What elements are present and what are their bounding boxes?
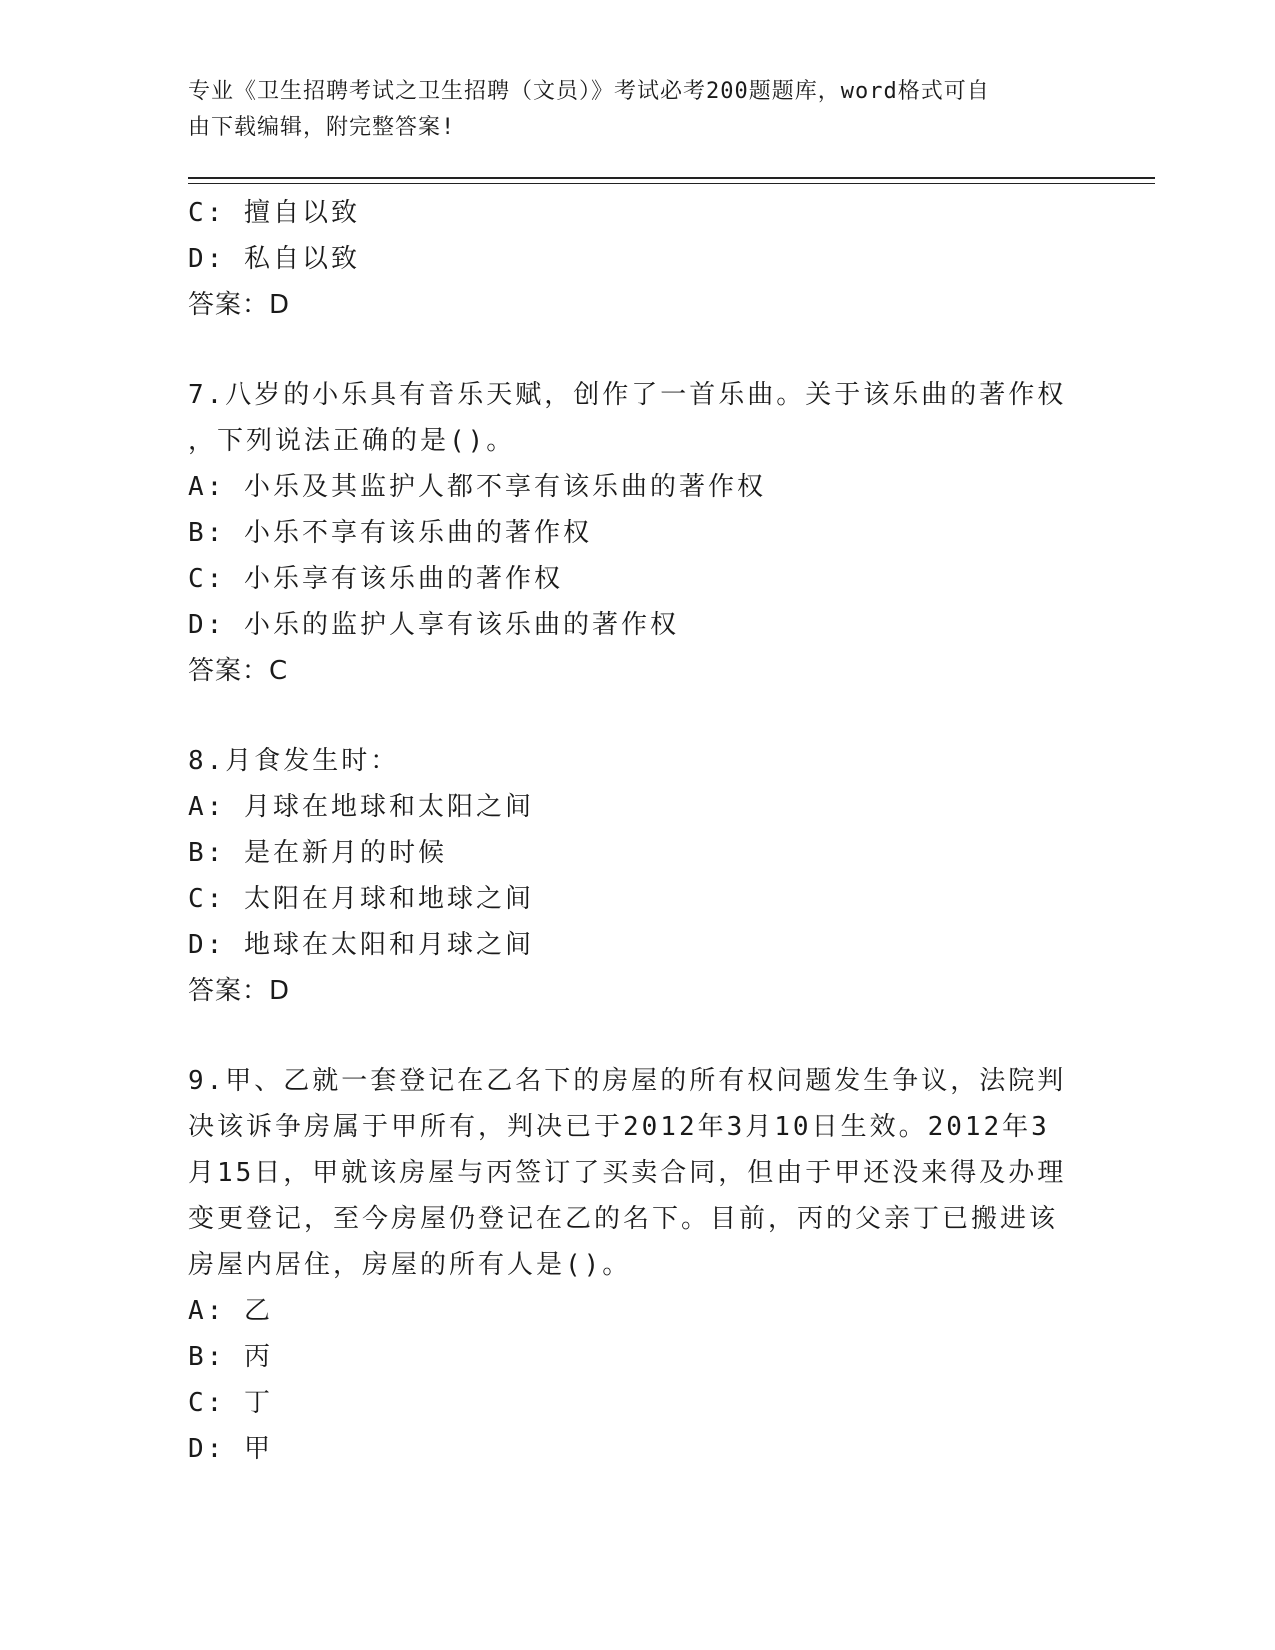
question-8 xyxy=(188,738,1088,1014)
document-content xyxy=(188,190,1088,1472)
option-c: C: 擅自以致 xyxy=(188,198,360,228)
question-text: ，下列说法正确的是()。 xyxy=(188,426,516,456)
question-text: 变更登记，至今房屋仍登记在乙的名下。目前，丙的父亲丁已搬进该 xyxy=(188,1204,1059,1234)
spacer xyxy=(188,328,1088,372)
header-divider-thin xyxy=(188,183,1155,184)
option-b: B: 小乐不享有该乐曲的著作权 xyxy=(188,518,592,548)
option-b: B: 丙 xyxy=(188,1342,273,1372)
spacer xyxy=(188,1014,1088,1058)
question-text: 8.月食发生时： xyxy=(188,746,400,776)
spacer xyxy=(188,694,1088,738)
question-9 xyxy=(188,1058,1088,1472)
option-c: C: 丁 xyxy=(188,1388,273,1418)
option-d: D: 私自以致 xyxy=(188,244,360,274)
question-text: 月15日，甲就该房屋与丙签订了买卖合同，但由于甲还没来得及办理 xyxy=(188,1158,1067,1188)
option-a: A: 乙 xyxy=(188,1296,273,1326)
option-b: B: 是在新月的时候 xyxy=(188,838,447,868)
question-text: 7.八岁的小乐具有音乐天赋，创作了一首乐曲。关于该乐曲的著作权 xyxy=(188,380,1067,410)
option-d: D: 小乐的监护人享有该乐曲的著作权 xyxy=(188,610,679,640)
header-line-1: 专业《卫生招聘考试之卫生招聘（文员）》考试必考200题题库，word格式可自 xyxy=(188,79,990,104)
option-d: D: 地球在太阳和月球之间 xyxy=(188,930,534,960)
question-text: 决该诉争房属于甲所有，判决已于2012年3月10日生效。2012年3 xyxy=(188,1112,1050,1142)
document-header xyxy=(188,74,1068,146)
header-divider-thick xyxy=(188,177,1155,179)
answer: 答案：D xyxy=(188,290,291,320)
option-a: A: 月球在地球和太阳之间 xyxy=(188,792,534,822)
option-d: D: 甲 xyxy=(188,1434,273,1464)
answer: 答案：D xyxy=(188,976,291,1006)
answer: 答案：C xyxy=(188,656,289,686)
option-c: C: 小乐享有该乐曲的著作权 xyxy=(188,564,563,594)
question-text: 房屋内居住，房屋的所有人是()。 xyxy=(188,1250,632,1280)
question-7 xyxy=(188,372,1088,694)
question-continued xyxy=(188,190,1088,328)
option-a: A: 小乐及其监护人都不享有该乐曲的著作权 xyxy=(188,472,766,502)
option-c: C: 太阳在月球和地球之间 xyxy=(188,884,534,914)
header-line-2: 由下载编辑，附完整答案! xyxy=(188,115,456,140)
question-text: 9.甲、乙就一套登记在乙名下的房屋的所有权问题发生争议，法院判 xyxy=(188,1066,1067,1096)
